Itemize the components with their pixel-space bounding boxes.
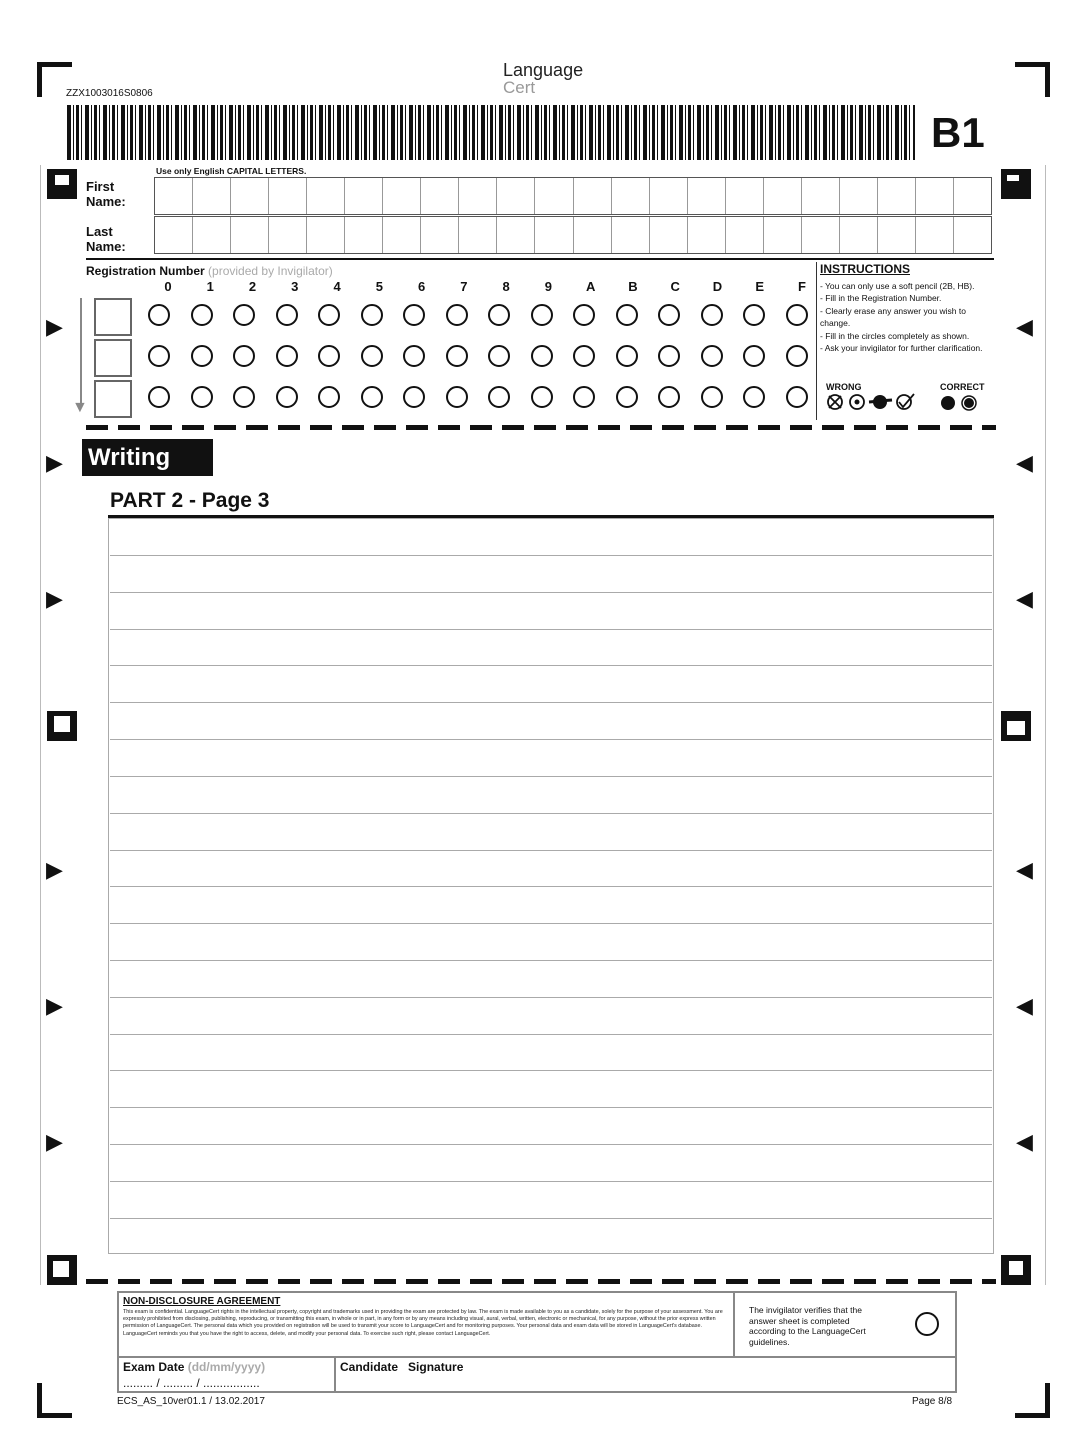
barcode xyxy=(67,105,915,160)
column-header: 2 xyxy=(248,279,257,294)
registration-bubble-row-3 xyxy=(148,386,808,408)
answer-bubble[interactable] xyxy=(361,304,383,326)
writing-line xyxy=(110,1218,992,1219)
writing-line xyxy=(110,886,992,887)
right-arrow-icon: ▶ xyxy=(46,586,63,611)
answer-bubble[interactable] xyxy=(701,386,723,408)
corner-mark-top-right xyxy=(1015,62,1050,97)
alignment-marker-bottom-left xyxy=(47,1255,77,1285)
nda-row-divider xyxy=(119,1356,955,1358)
column-header: 3 xyxy=(291,279,299,294)
right-arrow-icon: ▶ xyxy=(46,857,63,882)
answer-bubble[interactable] xyxy=(276,345,298,367)
writing-line xyxy=(110,776,992,777)
column-header: A xyxy=(585,279,596,294)
writing-line xyxy=(110,1144,992,1145)
nda-text: This exam is confidential. LanguageCert rights in the intellectual property, copyright and trademarks used in providing the exam are protected by law. The exam is made available to you as a candidate, solely for the purpose of your assessment. You are expressly prohibited from disclosing, publishing, reproducing, or transmitting this exam, in whole or in part, in any form or by any means including visual, aural, verbal, written, electronic or mechanical, for any purpose, without the prior express written permission of LanguageCert. The personal data which you provided on registration will be used to transmit your score to LanguageCert and for monitoring purposes. Your personal data and exam data will be stored in LanguageCert's database. LanguageCert reminds you that you have the right to access, delete, and modify your personal data. To exercise such right, please contact LanguageCert. xyxy=(123,1309,723,1337)
capital-letters-instruction: Use only English CAPITAL LETTERS. xyxy=(156,166,307,176)
answer-bubble[interactable] xyxy=(318,345,340,367)
instruction-item: - Fill in the circles completely as shown. xyxy=(820,330,970,341)
answer-bubble[interactable] xyxy=(446,304,468,326)
column-header: 0 xyxy=(164,279,172,294)
answer-bubble[interactable] xyxy=(191,304,213,326)
nda-inner-divider xyxy=(733,1293,735,1357)
exam-date-hint: (dd/mm/yyyy) xyxy=(187,1360,266,1374)
column-header: 5 xyxy=(375,279,383,294)
version-code: ECS_AS_10ver01.1 / 13.02.2017 xyxy=(117,1396,265,1407)
writing-line xyxy=(110,813,992,814)
date-signature-divider xyxy=(334,1356,336,1393)
answer-bubble[interactable] xyxy=(658,304,680,326)
column-header: 4 xyxy=(333,279,341,294)
answer-bubble[interactable] xyxy=(573,386,595,408)
instruction-item: - Clearly erase any answer you wish to change. xyxy=(820,305,966,328)
right-arrow-icon: ▶ xyxy=(46,450,63,475)
instruction-item: - Fill in the Registration Number. xyxy=(820,293,942,303)
answer-bubble[interactable] xyxy=(658,386,680,408)
answer-bubble[interactable] xyxy=(616,304,638,326)
answer-bubble[interactable] xyxy=(318,304,340,326)
writing-line xyxy=(110,665,992,666)
registration-number-heading xyxy=(86,264,333,278)
answer-bubble[interactable] xyxy=(148,386,170,408)
writing-line xyxy=(110,960,992,961)
column-header: C xyxy=(670,279,680,294)
exam-date-field[interactable]: ......... / ......... / ................. xyxy=(123,1376,260,1390)
wrong-marks-icon xyxy=(826,393,918,411)
page-number: Page 8/8 xyxy=(912,1396,953,1407)
writing-line xyxy=(110,923,992,924)
logo-cert: Cert xyxy=(503,78,536,97)
column-header: 8 xyxy=(502,279,510,294)
answer-bubble[interactable] xyxy=(616,345,638,367)
writing-line xyxy=(110,1070,992,1071)
answer-bubble[interactable] xyxy=(446,386,468,408)
left-arrow-icon: ◀ xyxy=(1016,857,1033,882)
answer-bubble[interactable] xyxy=(403,304,425,326)
candidate-signature-field[interactable] xyxy=(337,1373,953,1391)
answer-bubble[interactable] xyxy=(743,304,765,326)
alignment-marker-top-right xyxy=(1001,169,1031,199)
answer-bubble[interactable] xyxy=(276,304,298,326)
left-arrow-icon: ◀ xyxy=(1016,586,1033,611)
answer-bubble[interactable] xyxy=(233,304,255,326)
answer-bubble[interactable] xyxy=(403,386,425,408)
invigilator-check-bubble[interactable] xyxy=(915,1312,939,1336)
section-banner xyxy=(82,439,213,476)
corner-mark-bottom-right xyxy=(1015,1383,1050,1418)
corner-mark-bottom-left xyxy=(37,1383,72,1418)
writing-line xyxy=(110,702,992,703)
dashed-divider xyxy=(86,425,996,430)
writing-line xyxy=(110,850,992,851)
answer-bubble[interactable] xyxy=(233,386,255,408)
correct-label: CORRECT xyxy=(940,382,985,392)
answer-bubble[interactable] xyxy=(573,304,595,326)
registration-bubble-row-1 xyxy=(148,304,808,326)
answer-bubble[interactable] xyxy=(743,345,765,367)
registration-hint: (provided by Invigilator) xyxy=(208,264,333,278)
instructions-title: INSTRUCTIONS xyxy=(820,262,910,276)
instructions-panel xyxy=(820,263,992,355)
first-name-field[interactable] xyxy=(154,177,992,215)
alignment-marker-mid-left xyxy=(47,711,77,741)
registration-column-headers xyxy=(160,279,810,294)
answer-bubble[interactable] xyxy=(616,386,638,408)
level-badge: B1 xyxy=(931,109,985,156)
instruction-item: - You can only use a soft pencil (2B, HB). xyxy=(820,280,975,291)
instructions-divider xyxy=(816,262,817,420)
section-divider xyxy=(86,258,994,260)
answer-bubble[interactable] xyxy=(531,386,553,408)
right-arrow-icon: ▶ xyxy=(46,993,63,1018)
registration-digit-box-2[interactable] xyxy=(94,339,132,377)
column-header: B xyxy=(628,279,638,294)
writing-line xyxy=(110,629,992,630)
registration-bubble-row-2 xyxy=(148,345,808,367)
answer-bubble[interactable] xyxy=(488,386,510,408)
answer-bubble[interactable] xyxy=(361,345,383,367)
answer-bubble[interactable] xyxy=(531,345,553,367)
answer-bubble[interactable] xyxy=(403,345,425,367)
last-name-label-2: Name: xyxy=(86,239,126,254)
nda-box xyxy=(117,1291,957,1393)
answer-bubble[interactable] xyxy=(573,345,595,367)
answer-bubble[interactable] xyxy=(148,345,170,367)
exam-date-label: Exam Date xyxy=(123,1360,185,1374)
left-arrow-icon: ◀ xyxy=(1016,1129,1033,1154)
correct-marks-icon xyxy=(940,395,980,411)
signature-label-2: Signature xyxy=(408,1360,464,1374)
column-header: 1 xyxy=(206,279,214,294)
alignment-marker-bottom-right xyxy=(1001,1255,1031,1285)
candidate-signature-heading xyxy=(340,1360,463,1374)
registration-label: Registration Number xyxy=(86,264,205,278)
sheet-code: ZZX1003016S0806 xyxy=(66,88,153,99)
answer-bubble[interactable] xyxy=(148,304,170,326)
alignment-marker-mid-right xyxy=(1001,711,1031,741)
last-name-label-1: Last xyxy=(86,224,113,239)
writing-line xyxy=(110,739,992,740)
registration-digit-box-3[interactable] xyxy=(94,380,132,418)
section-title: Writing xyxy=(88,444,171,471)
writing-line xyxy=(110,1107,992,1108)
dashed-divider xyxy=(86,1279,996,1284)
writing-line xyxy=(110,1181,992,1182)
first-name-label-1: First xyxy=(86,179,115,194)
answer-bubble[interactable] xyxy=(786,345,808,367)
answer-bubble[interactable] xyxy=(446,345,468,367)
answer-bubble[interactable] xyxy=(233,345,255,367)
answer-bubble[interactable] xyxy=(658,345,680,367)
down-arrow-icon: ▼ xyxy=(72,399,88,416)
left-arrow-icon: ◀ xyxy=(1016,450,1033,475)
writing-line xyxy=(110,555,992,556)
answer-bubble[interactable] xyxy=(701,345,723,367)
column-header: E xyxy=(755,279,765,294)
column-header: 7 xyxy=(460,279,468,294)
left-arrow-icon: ◀ xyxy=(1016,314,1033,339)
column-header: D xyxy=(712,279,723,294)
wrong-label: WRONG xyxy=(826,382,862,392)
answer-bubble[interactable] xyxy=(488,304,510,326)
left-border-line xyxy=(40,165,41,1285)
answer-bubble[interactable] xyxy=(701,304,723,326)
writing-line xyxy=(110,592,992,593)
registration-digit-box-1[interactable] xyxy=(94,298,132,336)
column-header: 6 xyxy=(417,279,426,294)
nda-title: NON-DISCLOSURE AGREEMENT xyxy=(123,1296,281,1307)
answer-bubble[interactable] xyxy=(786,386,808,408)
answer-bubble[interactable] xyxy=(786,304,808,326)
answer-bubble[interactable] xyxy=(191,386,213,408)
signature-label-1: Candidate xyxy=(340,1360,399,1374)
left-arrow-icon: ◀ xyxy=(1016,993,1033,1018)
writing-line xyxy=(110,997,992,998)
down-arrow-line xyxy=(80,298,82,408)
column-header: F xyxy=(798,279,806,294)
alignment-marker-top-left xyxy=(47,169,77,199)
right-arrow-icon: ▶ xyxy=(46,1129,63,1154)
part-title: PART 2 - Page 3 xyxy=(110,489,270,512)
answer-bubble[interactable] xyxy=(488,345,510,367)
answer-bubble[interactable] xyxy=(276,386,298,408)
invigilator-text: The invigilator verifies that the answer sheet is completed according to the LanguageCert guidelines. xyxy=(749,1305,866,1347)
last-name-field[interactable] xyxy=(154,216,992,254)
instruction-item: - Ask your invigilator for further clarification. xyxy=(820,343,983,353)
answer-bubble[interactable] xyxy=(318,386,340,408)
exam-date-heading xyxy=(123,1360,265,1374)
logo-language: Language xyxy=(503,60,584,80)
answer-bubble[interactable] xyxy=(361,386,383,408)
right-arrow-icon: ▶ xyxy=(46,314,63,339)
right-border-line xyxy=(1045,165,1046,1285)
writing-line xyxy=(110,1034,992,1035)
first-name-label-2: Name: xyxy=(86,194,126,209)
answer-bubble[interactable] xyxy=(743,386,765,408)
answer-bubble[interactable] xyxy=(191,345,213,367)
answer-bubble[interactable] xyxy=(531,304,553,326)
column-header: 9 xyxy=(544,279,552,294)
